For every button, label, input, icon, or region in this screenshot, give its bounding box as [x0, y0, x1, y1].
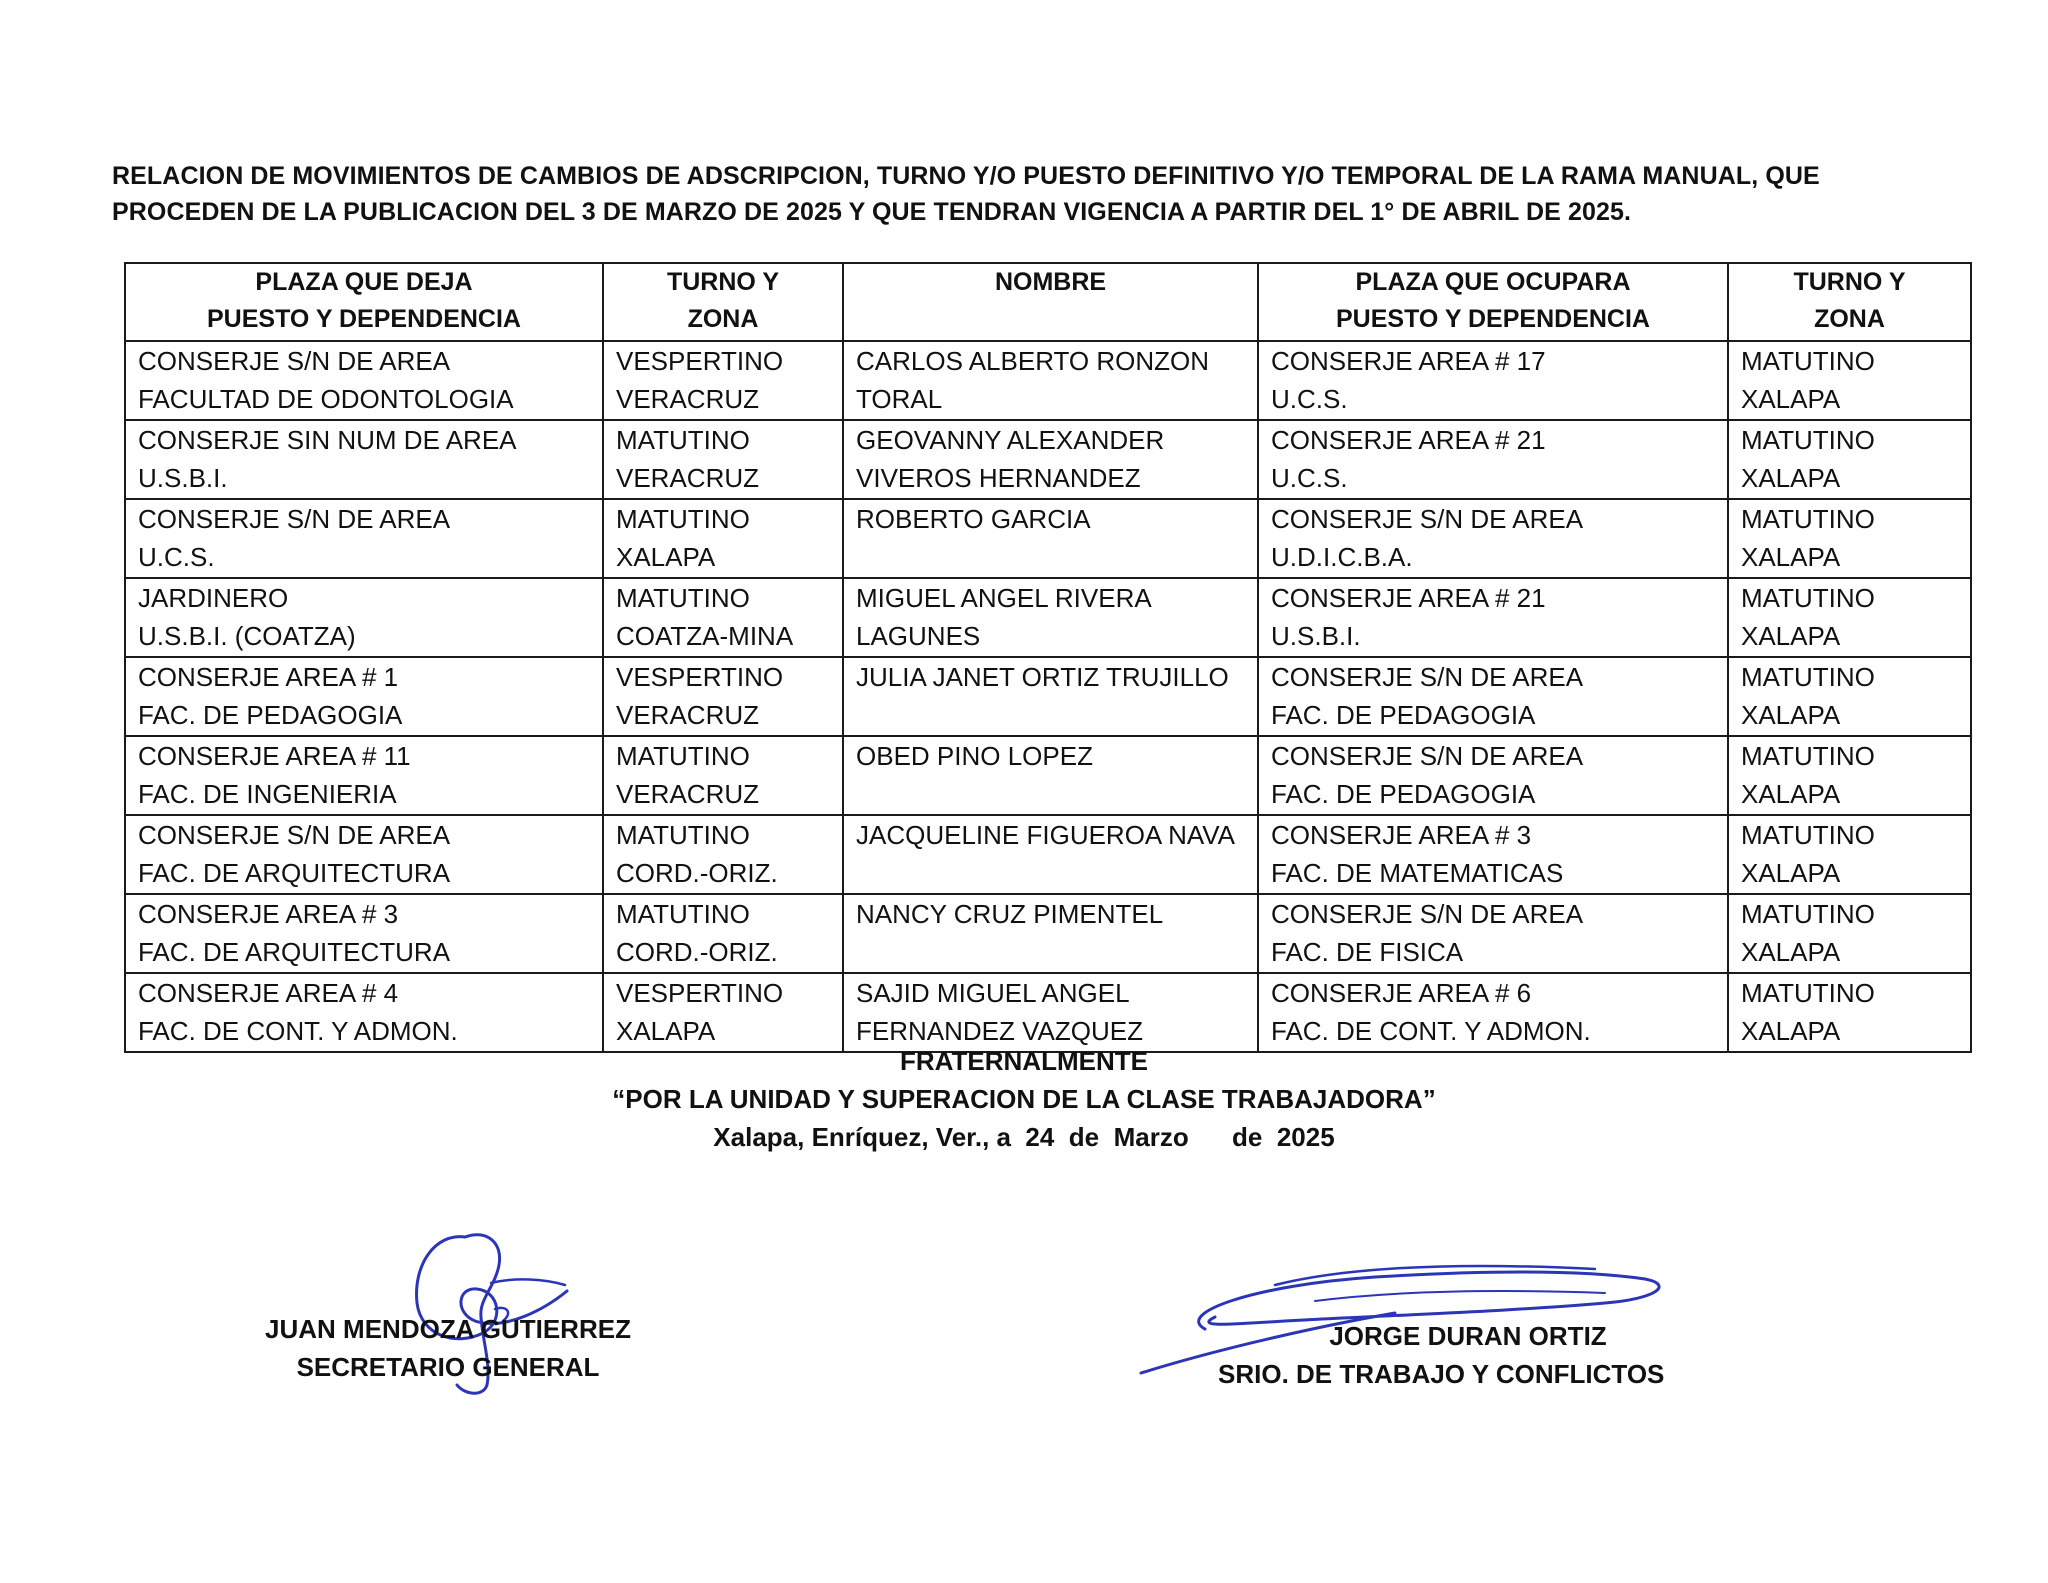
cell-plaza-deja: CONSERJE S/N DE AREA FACULTAD DE ODONTOLOGIA — [125, 341, 603, 420]
cell-turno-origen: MATUTINO CORD.-ORIZ. — [603, 815, 843, 894]
document-heading — [112, 158, 1972, 230]
table-header-row — [125, 263, 1971, 341]
cell-plaza-ocupara: CONSERJE S/N DE AREA FAC. DE PEDAGOGIA — [1258, 657, 1728, 736]
col-header-nombre: NOMBRE — [843, 263, 1258, 341]
cell-turno-destino: MATUTINO XALAPA — [1728, 894, 1971, 973]
signatory-right-name: JORGE DURAN ORTIZ — [1329, 1321, 1607, 1351]
cell-turno-destino: MATUTINO XALAPA — [1728, 420, 1971, 499]
signatory-left — [258, 1310, 638, 1386]
cell-plaza-ocupara: CONSERJE AREA # 3 FAC. DE MATEMATICAS — [1258, 815, 1728, 894]
cell-plaza-deja: CONSERJE AREA # 1 FAC. DE PEDAGOGIA — [125, 657, 603, 736]
cell-turno-destino: MATUTINO XALAPA — [1728, 973, 1971, 1052]
movements-table — [124, 262, 1972, 1053]
table-row — [125, 578, 1971, 657]
cell-turno-destino: MATUTINO XALAPA — [1728, 578, 1971, 657]
cell-nombre: CARLOS ALBERTO RONZON TORAL — [843, 341, 1258, 420]
table-row — [125, 815, 1971, 894]
cell-turno-origen: MATUTINO XALAPA — [603, 499, 843, 578]
cell-plaza-deja: CONSERJE AREA # 11 FAC. DE INGENIERIA — [125, 736, 603, 815]
cell-turno-destino: MATUTINO XALAPA — [1728, 815, 1971, 894]
signatory-right — [1218, 1317, 1665, 1393]
cell-nombre: ROBERTO GARCIA — [843, 499, 1258, 578]
table-row — [125, 341, 1971, 420]
cell-turno-origen: MATUTINO CORD.-ORIZ. — [603, 894, 843, 973]
table-row — [125, 499, 1971, 578]
cell-plaza-ocupara: CONSERJE S/N DE AREA FAC. DE PEDAGOGIA — [1258, 736, 1728, 815]
cell-nombre: NANCY CRUZ PIMENTEL — [843, 894, 1258, 973]
closing-salutation: FRATERNALMENTE — [900, 1046, 1148, 1076]
heading-line-2: PROCEDEN DE LA PUBLICACION DEL 3 DE MARZO DE 2025 Y QUE TENDRAN VIGENCIA A PARTIR DEL 1° DE ABRIL DE 2025. — [112, 198, 1632, 226]
cell-nombre: SAJID MIGUEL ANGEL FERNANDEZ VAZQUEZ — [843, 973, 1258, 1052]
col-header-turno-zona-destino: TURNO Y ZONA — [1728, 263, 1971, 341]
cell-turno-origen: MATUTINO COATZA-MINA — [603, 578, 843, 657]
closing-place-date: Xalapa, Enríquez, Ver., a 24 de Marzo de 2025 — [713, 1122, 1335, 1152]
cell-plaza-ocupara: CONSERJE AREA # 6 FAC. DE CONT. Y ADMON. — [1258, 973, 1728, 1052]
cell-turno-destino: MATUTINO XALAPA — [1728, 499, 1971, 578]
cell-nombre: OBED PINO LOPEZ — [843, 736, 1258, 815]
cell-plaza-ocupara: CONSERJE AREA # 17 U.C.S. — [1258, 341, 1728, 420]
cell-turno-origen: VESPERTINO XALAPA — [603, 973, 843, 1052]
closing-block — [0, 1042, 2048, 1156]
heading-line-1: RELACION DE MOVIMIENTOS DE CAMBIOS DE ADSCRIPCION, TURNO Y/O PUESTO DEFINITIVO Y/O TEMPORAL DE LA RAMA MANUAL, QUE — [112, 162, 1820, 190]
cell-turno-origen: MATUTINO VERACRUZ — [603, 736, 843, 815]
cell-nombre: JACQUELINE FIGUEROA NAVA — [843, 815, 1258, 894]
cell-turno-destino: MATUTINO XALAPA — [1728, 736, 1971, 815]
cell-plaza-ocupara: CONSERJE AREA # 21 U.S.B.I. — [1258, 578, 1728, 657]
table-row — [125, 657, 1971, 736]
cell-plaza-deja: JARDINERO U.S.B.I. (COATZA) — [125, 578, 603, 657]
cell-plaza-deja: CONSERJE S/N DE AREA FAC. DE ARQUITECTURA — [125, 815, 603, 894]
cell-plaza-ocupara: CONSERJE S/N DE AREA FAC. DE FISICA — [1258, 894, 1728, 973]
col-header-plaza-ocupara: PLAZA QUE OCUPARA PUESTO Y DEPENDENCIA — [1258, 263, 1728, 341]
cell-nombre: JULIA JANET ORTIZ TRUJILLO — [843, 657, 1258, 736]
table-row — [125, 736, 1971, 815]
cell-nombre: GEOVANNY ALEXANDER VIVEROS HERNANDEZ — [843, 420, 1258, 499]
cell-plaza-ocupara: CONSERJE S/N DE AREA U.D.I.C.B.A. — [1258, 499, 1728, 578]
col-header-plaza-deja: PLAZA QUE DEJA PUESTO Y DEPENDENCIA — [125, 263, 603, 341]
cell-nombre: MIGUEL ANGEL RIVERA LAGUNES — [843, 578, 1258, 657]
cell-turno-origen: VESPERTINO VERACRUZ — [603, 341, 843, 420]
cell-plaza-ocupara: CONSERJE AREA # 21 U.C.S. — [1258, 420, 1728, 499]
cell-turno-origen: MATUTINO VERACRUZ — [603, 420, 843, 499]
cell-turno-origen: VESPERTINO VERACRUZ — [603, 657, 843, 736]
cell-plaza-deja: CONSERJE SIN NUM DE AREA U.S.B.I. — [125, 420, 603, 499]
table-row — [125, 973, 1971, 1052]
table-row — [125, 420, 1971, 499]
closing-motto: “POR LA UNIDAD Y SUPERACION DE LA CLASE TRABAJADORA” — [612, 1084, 1436, 1114]
signatory-right-title: SRIO. DE TRABAJO Y CONFLICTOS — [1218, 1359, 1665, 1389]
cell-turno-destino: MATUTINO XALAPA — [1728, 657, 1971, 736]
cell-plaza-deja: CONSERJE AREA # 3 FAC. DE ARQUITECTURA — [125, 894, 603, 973]
table-row — [125, 894, 1971, 973]
col-header-turno-zona-origen: TURNO Y ZONA — [603, 263, 843, 341]
cell-turno-destino: MATUTINO XALAPA — [1728, 341, 1971, 420]
cell-plaza-deja: CONSERJE S/N DE AREA U.C.S. — [125, 499, 603, 578]
cell-plaza-deja: CONSERJE AREA # 4 FAC. DE CONT. Y ADMON. — [125, 973, 603, 1052]
signatory-left-name: JUAN MENDOZA GUTIERREZ — [265, 1314, 631, 1344]
signatory-left-title: SECRETARIO GENERAL — [296, 1352, 600, 1382]
